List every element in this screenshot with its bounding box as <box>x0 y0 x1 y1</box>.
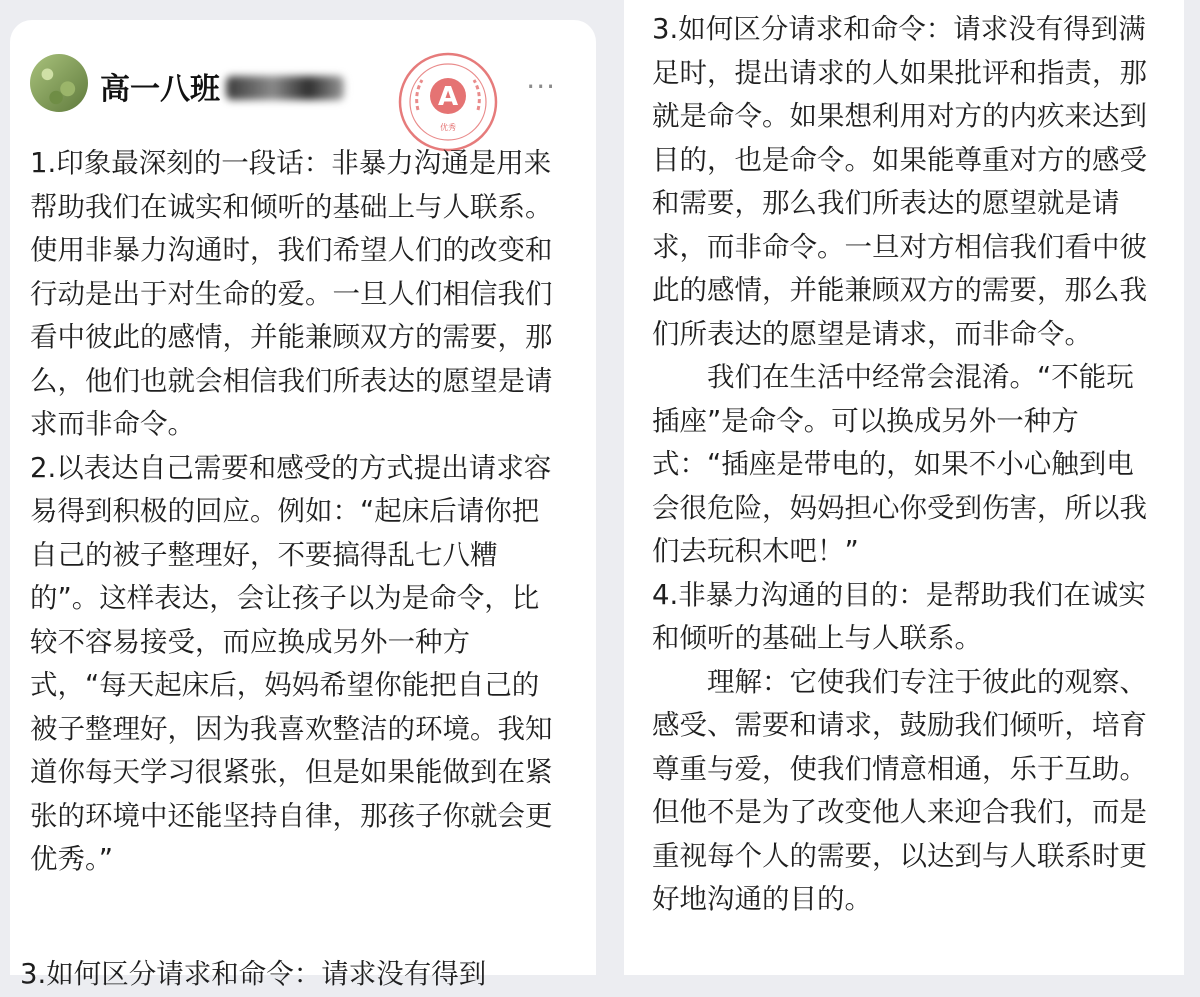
paragraph-3: 3.如何区分请求和命令：请求没有得到满足时，提出请求的人如果批评和指责，那就是命令。如果想利用对方的内疚来达到目的，也是命令。如果能尊重对方的感受和需要，那么我们所表达的愿望就是请求，而非命令。一旦对方相信我们看中彼此的感情，并能兼顾双方的需要，那么我们所表达的愿望是请求，而非命令。 <box>652 13 1147 350</box>
post-body-right <box>652 8 1152 922</box>
post-card-left <box>10 20 596 975</box>
paragraph-socket-example: 我们在生活中经常会混淆。“不能玩插座”是命令。可以换成另外一种方式：“插座是带电的，如果不小心触到电会很危险，妈妈担心你受到伤害，所以我们去玩积木吧！” <box>652 361 1147 567</box>
stamp-letter: A <box>437 82 459 112</box>
stamp-caption: 优秀 <box>440 123 456 132</box>
excellent-stamp-icon <box>396 50 500 154</box>
more-options-icon[interactable]: ··· <box>526 70 556 103</box>
author-name[interactable]: 高一八班 <box>100 72 220 107</box>
paragraph-understanding: 理解：它使我们专注于彼此的观察、感受、需要和请求，鼓励我们倾听，培育尊重与爱，使我们情意相通，乐于互助。但他不是为了改变他人来迎合我们，而是重视每个人的需要，以达到与人联系时更好地沟通的目的。 <box>652 665 1147 915</box>
paragraph-4: 4.非暴力沟通的目的：是帮助我们在诚实和倾听的基础上与人联系。 <box>652 578 1146 654</box>
paragraph-2: 2.以表达自己需要和感受的方式提出请求容易得到积极的回应。例如：“起床后请你把自己的被子整理好，不要搞得乱七八糟的”。这样表达，会让孩子以为是命令，比较不容易接受，而应换成另外一种方式，“每天起床后，妈妈希望你能把自己的被子整理好，因为我喜欢整洁的环境。我知道你每天学习很紧张，但是如果能做到在紧张的环境中还能坚持自律，那孩子你就会更优秀。” <box>30 451 553 875</box>
post-body-left <box>30 142 560 882</box>
paragraph-1: 1.印象最深刻的一段话：非暴力沟通是用来帮助我们在诚实和倾听的基础上与人联系。使用非暴力沟通时，我们希望人们的改变和行动是出于对生命的爱。一旦人们相信我们看中彼此的感情，并能兼顾双方的需要，那么，他们也就会相信我们所表达的愿望是请求而非命令。 <box>30 147 553 440</box>
post-card-right <box>624 0 1184 975</box>
redacted-name-blur <box>226 76 344 100</box>
cut-off-line: 3.如何区分请求和命令：请求没有得到 <box>20 958 487 990</box>
avatar[interactable] <box>30 54 88 112</box>
